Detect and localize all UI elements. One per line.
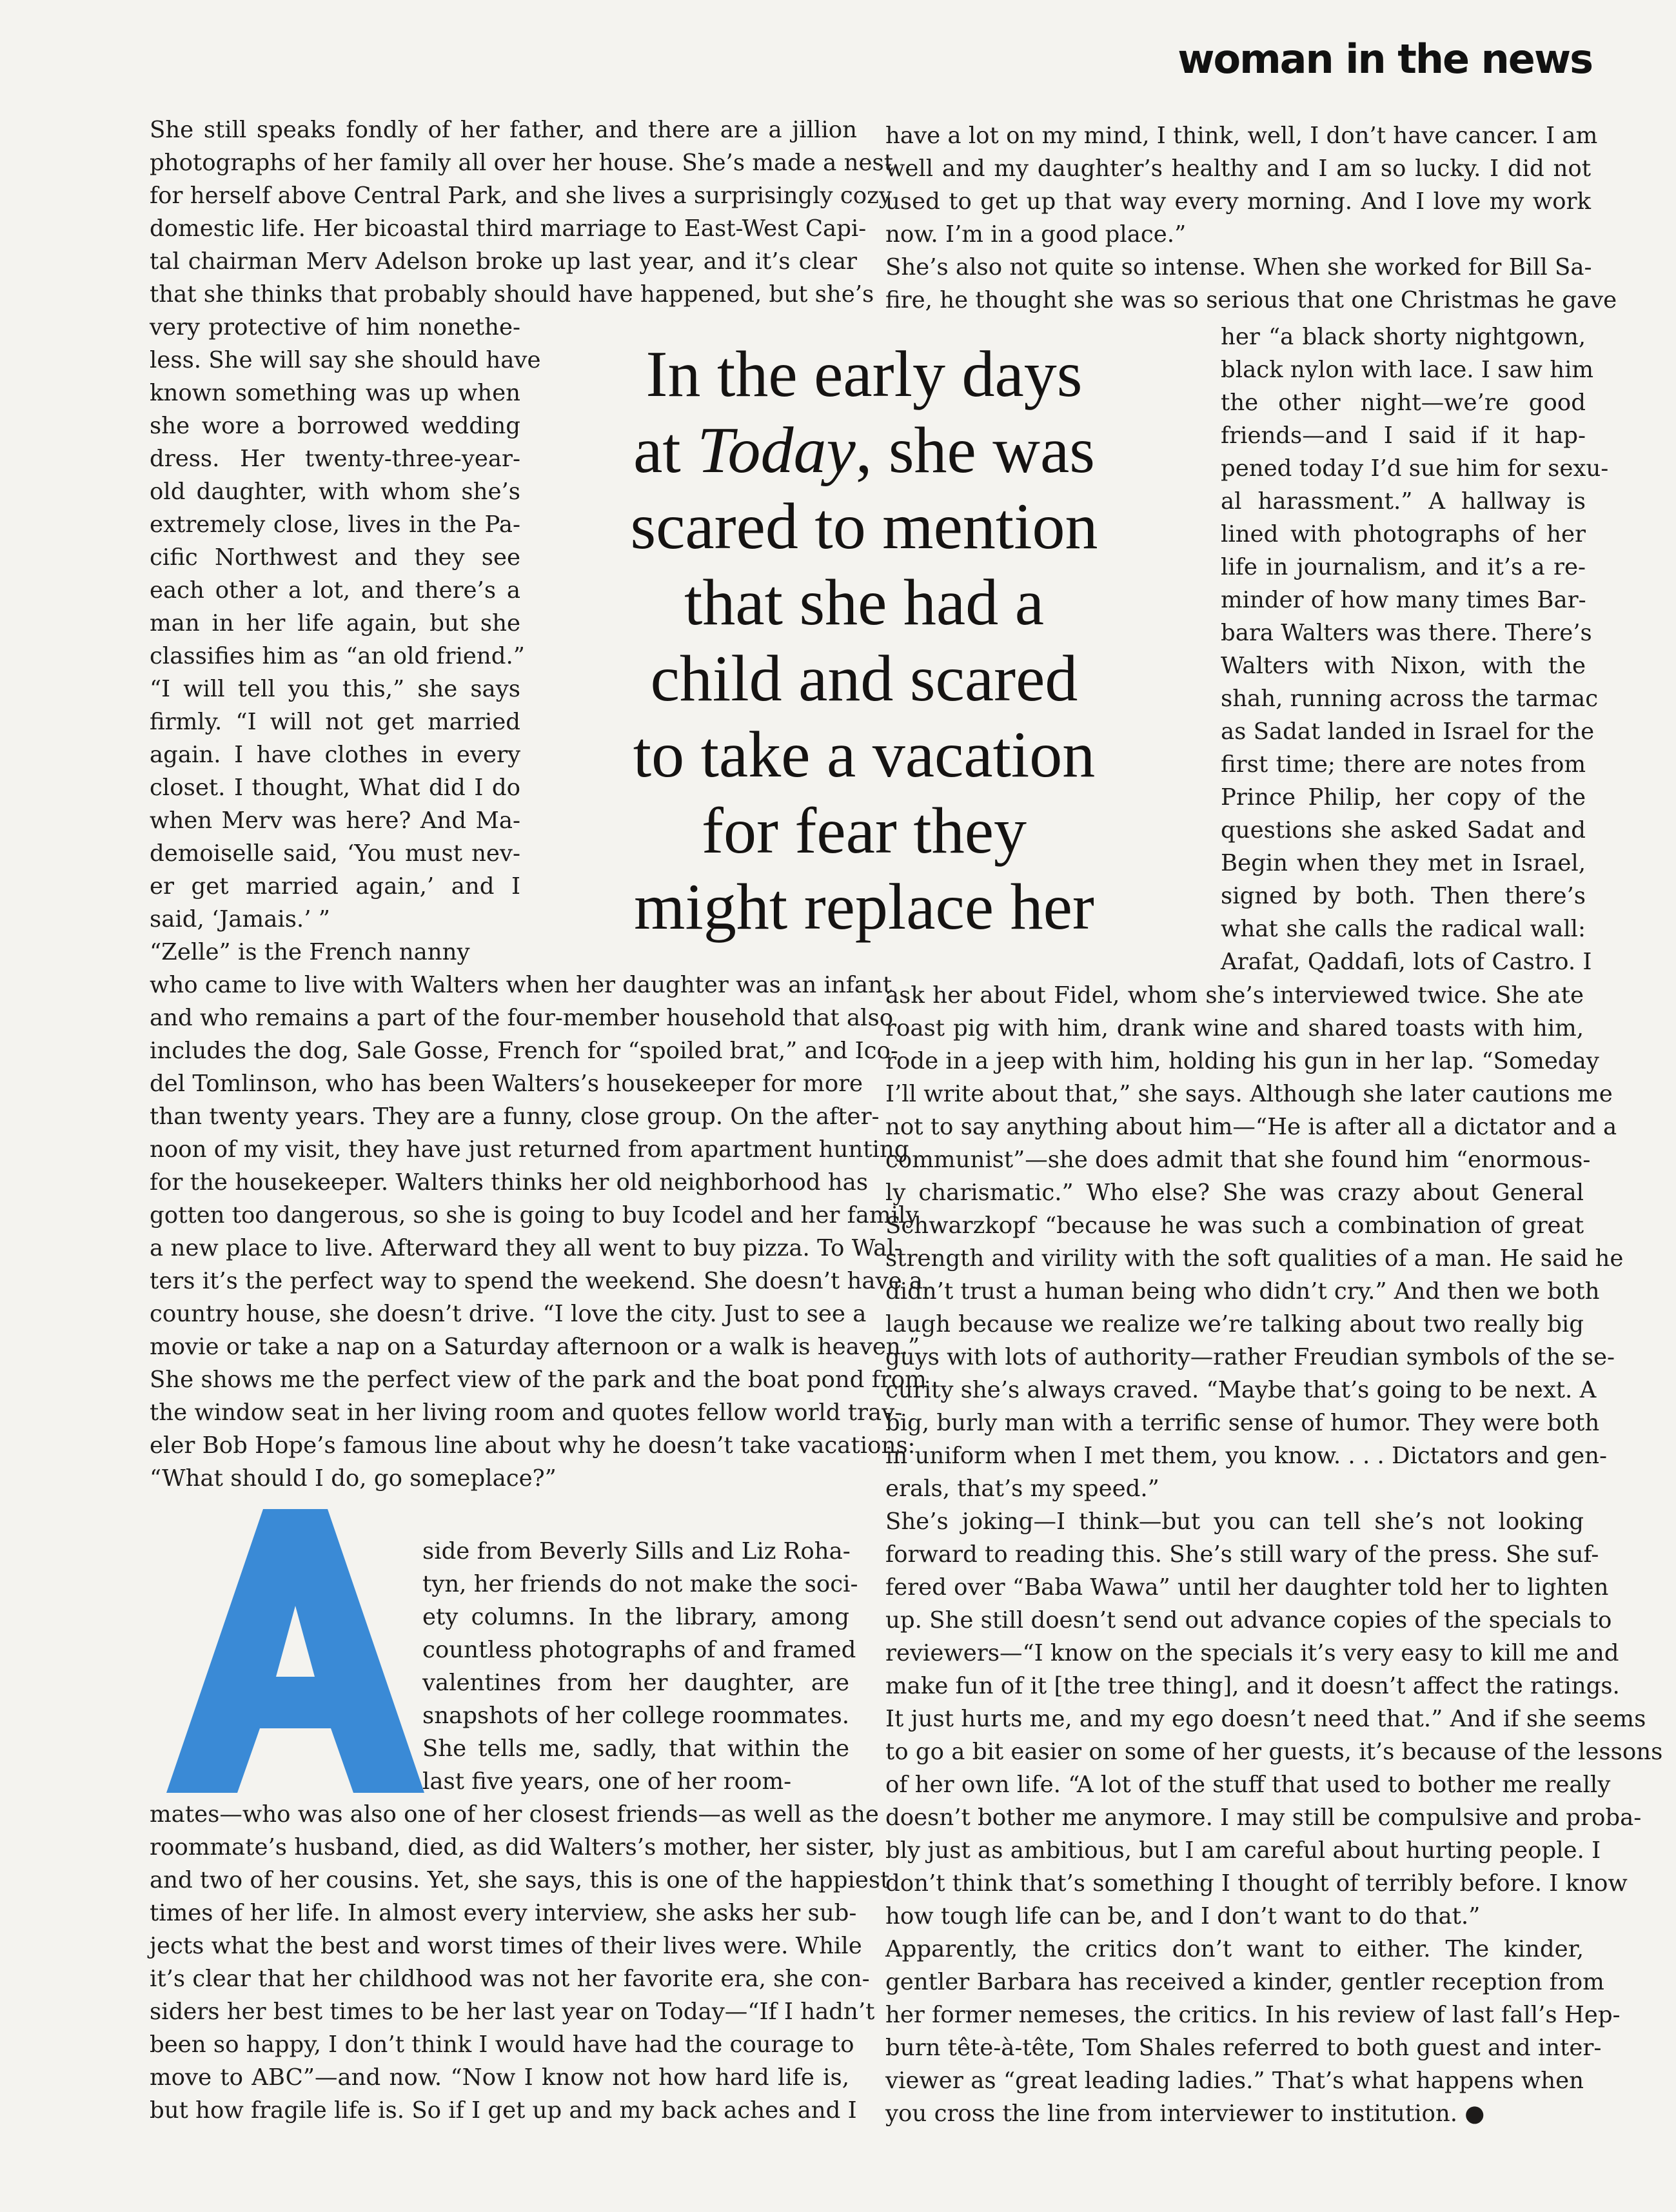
text-line: make fun of it [the tree thing], and it doesn’t affect the ratings. [885,1673,1620,1699]
text-line: “What should I do, go someplace?” [150,1465,557,1492]
text-line: ters it’s the perfect way to spend the weekend. She doesn’t have a [150,1268,923,1294]
left-column-narrow-text [150,311,541,969]
pull-quote [580,337,1148,945]
text-line: snapshots of her college roommates. [422,1703,850,1729]
text-line: black nylon with lace. I saw him [1221,357,1594,383]
text-line: don’t think that’s something I thought of terribly before. I know [885,1870,1628,1897]
text-line: gotten too dangerous, so she is going to buy Icodel and her family [150,1202,919,1229]
text-line: in uniform when I met them, you know. . . . Dictators and gen- [885,1443,1607,1469]
text-line: to go a bit easier on some of her guests, it’s because of the lessons [885,1739,1663,1765]
text-line: burn tête-à-tête, Tom Shales referred to both guest and inter- [885,2035,1602,2061]
right-column-top-text [885,119,1617,317]
pull-quote-line: for fear they [701,795,1027,867]
text-line: ety columns. In the library, among [422,1604,849,1630]
text-line: well and my daughter’s healthy and I am so lucky. I did not [885,155,1591,182]
right-column-wide-text [885,979,1663,2130]
left-column-bottom-text [150,1798,890,2127]
text-line: curity she’s always craved. “Maybe that’s going to be next. A [885,1377,1597,1403]
text-line: valentines from her daughter, are [422,1670,849,1696]
text-line: signed by both. Then there’s [1221,883,1586,909]
text-line: questions she asked Sadat and [1221,817,1586,844]
text-line: man in her life again, but she [150,610,520,637]
text-line: demoiselle said, ‘You must nev- [150,840,520,867]
text-line: first time; there are notes from [1221,751,1586,778]
text-line: closet. I thought, What did I do [150,775,520,801]
text-line: extremely close, lives in the Pa- [150,511,520,538]
text-line: gentler Barbara has received a kinder, gentler reception from [885,1969,1604,1995]
text-line: Walters with Nixon, with the [1221,653,1586,679]
text-line: minder of how many times Bar- [1221,587,1586,613]
text-line: used to get up that way every morning. And I love my work [885,188,1591,215]
text-line: and who remains a part of the four-member household that also [150,1005,894,1031]
drop-cap-a-shape [166,1509,424,1793]
text-line: her former nemeses, the critics. In his review of last fall’s Hep- [885,2002,1621,2028]
dropcap-paragraph-text [422,1535,858,1798]
text-line: She tells me, sadly, that within the [422,1735,849,1762]
text-line: her “a black shorty nightgown, [1221,324,1586,350]
text-line: She’s also not quite so intense. When she worked for Bill Sa- [885,254,1592,281]
text-line: erals, that’s my speed.” [885,1476,1159,1502]
text-line: laugh because we realize we’re talking about two really big [885,1311,1584,1338]
text-line: mates—who was also one of her closest friends—as well as the [150,1801,879,1828]
text-line: siders her best times to be her last year on Today—“If I hadn’t [150,1999,875,2025]
text-line: again. I have clothes in every [150,742,520,768]
text-line: not to say anything about him—“He is after all a dictator and a [885,1114,1617,1140]
text-line: up. She still doesn’t send out advance copies of the specials to [885,1607,1612,1634]
text-line: when Merv was here? And Ma- [150,807,520,834]
text-line: photographs of her family all over her house. She’s made a nest [150,150,893,176]
text-line: country house, she doesn’t drive. “I love the city. Just to see a [150,1301,867,1327]
text-line: countless photographs of and framed [422,1637,856,1663]
text-line: it’s clear that her childhood was not her favorite era, she con- [150,1966,870,1992]
text-line: bly just as ambitious, but I am careful about hurting people. I [885,1837,1601,1864]
text-line: you cross the line from interviewer to institution. ● [885,2100,1485,2127]
text-line: al harassment.” A hallway is [1221,488,1586,515]
left-column-top-text [150,114,893,311]
text-line: classifies him as “an old friend.” [150,643,525,669]
text-line: who came to live with Walters when her daughter was an infant [150,972,892,998]
text-line: roommate’s husband, died, as did Walters’s mother, her sister, [150,1834,875,1861]
text-line: “I will tell you this,” she says [150,676,520,702]
text-line: noon of my visit, they have just returned from apartment hunting [150,1136,909,1163]
text-line: last five years, one of her room- [422,1768,792,1795]
text-line: how tough life can be, and I don’t want to do that.” [885,1903,1481,1930]
text-line: as Sadat landed in Israel for the [1221,718,1595,745]
text-line: what she calls the radical wall: [1221,916,1586,942]
text-line: It just hurts me, and my ego doesn’t need that.” And if she seems [885,1706,1646,1732]
text-line: er get married again,’ and I [150,873,520,900]
text-line: ask her about Fidel, whom she’s interviewed twice. She ate [885,982,1584,1009]
text-line: big, burly man with a terrific sense of humor. They were both [885,1410,1600,1436]
text-line: del Tomlinson, who has been Walters’s housekeeper for more [150,1071,863,1097]
text-line: tyn, her friends do not make the soci- [422,1571,858,1597]
text-line: strength and virility with the soft qualities of a man. He said he [885,1245,1624,1272]
text-line: she wore a borrowed wedding [150,413,520,439]
text-line: that she thinks that probably should have happened, but she’s [150,281,874,308]
right-column-narrow-text [1221,321,1609,978]
text-line: for the housekeeper. Walters thinks her old neighborhood has [150,1169,869,1196]
text-line: She still speaks fondly of her father, and there are a jillion [150,117,857,143]
text-line: known something was up when [150,380,520,406]
pull-quote-line: might replace her [634,871,1094,943]
left-column-wide-text [150,969,927,1495]
text-line: life in journalism, and it’s a re- [1221,554,1586,580]
text-line: Apparently, the critics don’t want to either. The kinder, [885,1936,1584,1962]
text-line: communist”—she does admit that she found him “enormous- [885,1147,1591,1173]
text-line: and two of her cousins. Yet, she says, this is one of the happiest [150,1867,890,1893]
text-line: forward to reading this. She’s still wary of the press. She suf- [885,1541,1599,1568]
text-line: Schwarzkopf “because he was such a combination of great [885,1212,1584,1239]
text-line: firmly. “I will not get married [150,709,520,735]
text-line: includes the dog, Sale Gosse, French for “spoiled brat,” and Ico- [150,1038,898,1064]
text-line: now. I’m in a good place.” [885,221,1187,248]
text-line: Arafat, Qaddafi, lots of Castro. I [1221,949,1592,975]
text-line: less. She will say she should have [150,347,541,373]
text-line: side from Beverly Sills and Liz Roha- [422,1538,851,1565]
text-line: eler Bob Hope’s famous line about why he doesn’t take vacations: [150,1432,916,1459]
text-line: the window seat in her living room and quotes fellow world trav- [150,1399,903,1426]
text-line: rode in a jeep with him, holding his gun in her lap. “Someday [885,1048,1599,1074]
text-line: ly charismatic.” Who else? She was crazy about General [885,1180,1584,1206]
text-line: very protective of him nonethe- [150,314,520,341]
text-line: bara Walters was there. There’s [1221,620,1592,646]
text-line: than twenty years. They are a funny, close group. On the after- [150,1103,880,1130]
pull-quote-line: at Today, she was [633,414,1095,487]
text-line: said, ‘Jamais.’ ” [150,906,330,933]
text-line: but how fragile life is. So if I get up and my back aches and I [150,2097,857,2124]
text-line: for herself above Central Park, and she lives a surprisingly cozy [150,183,892,209]
text-line: didn’t trust a human being who didn’t cry.” And then we both [885,1278,1600,1305]
text-line: move to ABC”—and now. “Now I know not how hard life is, [150,2064,849,2091]
text-line: reviewers—“I know on the specials it’s very easy to kill me and [885,1640,1619,1666]
text-line: She’s joking—I think—but you can tell she’s not looking [885,1508,1584,1535]
text-line: tal chairman Merv Adelson broke up last year, and it’s clear [150,248,857,275]
text-line: Begin when they met in Israel, [1221,850,1586,876]
text-line: been so happy, I don’t think I would have had the courage to [150,2031,854,2058]
text-line: I’ll write about that,” she says. Although she later cautions me [885,1081,1613,1107]
pull-quote-line: that she had a [684,566,1044,639]
text-line: “Zelle” is the French nanny [150,939,470,965]
text-line: viewer as “great leading ladies.” That’s what happens when [885,2068,1584,2094]
text-line: times of her life. In almost every interview, she asks her sub- [150,1900,857,1926]
text-line: Prince Philip, her copy of the [1221,784,1586,811]
text-line: roast pig with him, drank wine and shared toasts with him, [885,1015,1584,1042]
pull-quote-line: child and scared [650,642,1078,715]
text-line: old daughter, with whom she’s [150,479,520,505]
text-line: shah, running across the tarmac [1221,686,1599,712]
text-line: each other a lot, and there’s a [150,577,520,604]
text-line: fered over “Baba Wawa” until her daughter told her to lighten [885,1574,1609,1601]
text-line: domestic life. Her bicoastal third marriage to East-West Capi- [150,215,867,242]
pull-quote-line: to take a vacation [633,718,1096,791]
section-header: woman in the news [1178,35,1592,83]
text-line: doesn’t bother me anymore. I may still be compulsive and proba- [885,1804,1642,1831]
text-line: She shows me the perfect view of the park and the boat pond from [150,1367,927,1393]
text-line: a new place to live. Afterward they all went to buy pizza. To Wal- [150,1235,902,1261]
text-line: fire, he thought she was so serious that one Christmas he gave [885,287,1617,313]
text-line: pened today I’d sue him for sexu- [1221,455,1609,482]
drop-cap-letter [166,1509,424,1793]
text-line: friends—and I said if it hap- [1221,422,1586,449]
pull-quote-line: In the early days [646,338,1083,411]
pull-quote-line: scared to mention [630,490,1098,563]
text-line: guys with lots of authority—rather Freudian symbols of the se- [885,1344,1615,1370]
text-line: lined with photographs of her [1221,521,1586,548]
text-line: dress. Her twenty-three-year- [150,446,520,472]
text-line: the other night—we’re good [1221,390,1586,416]
text-line: of her own life. “A lot of the stuff that used to bother me really [885,1772,1611,1798]
text-line: cific Northwest and they see [150,544,520,571]
text-line: movie or take a nap on a Saturday afternoon or a walk is heaven.” [150,1334,920,1360]
text-line: jects what the best and worst times of their lives were. While [150,1933,862,1959]
text-line: have a lot on my mind, I think, well, I don’t have cancer. I am [885,123,1598,149]
